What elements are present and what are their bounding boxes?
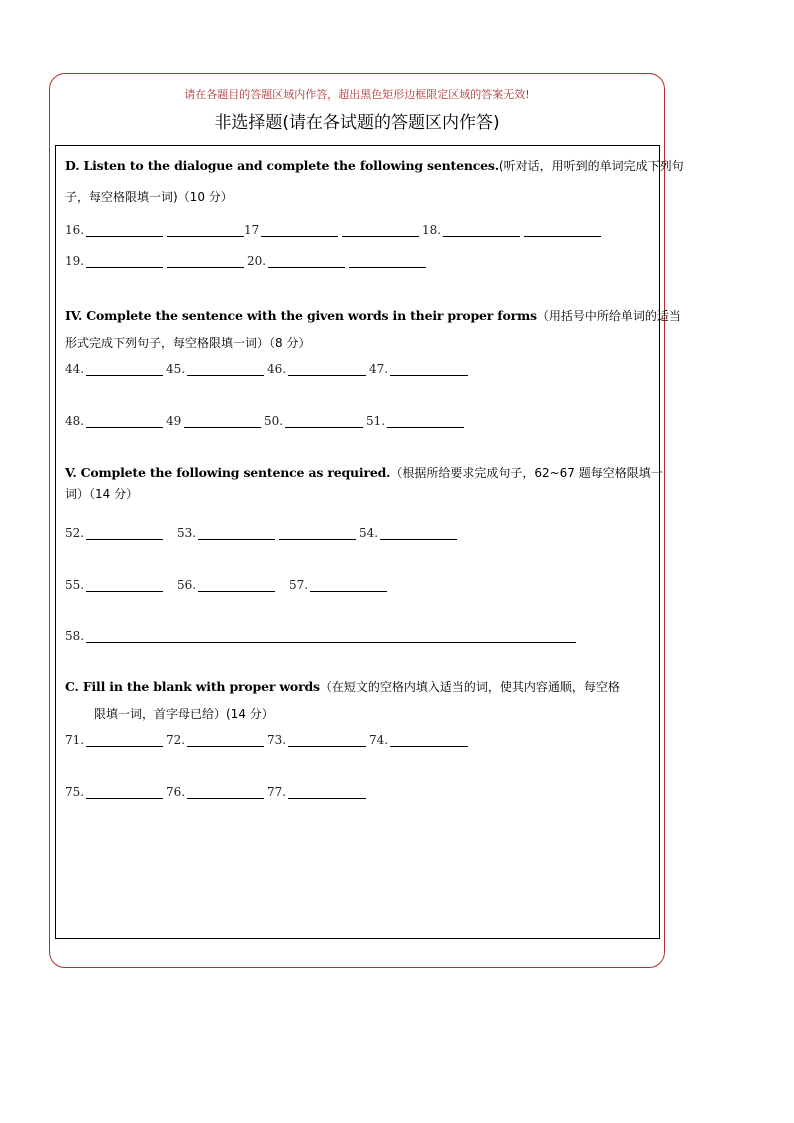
- answer-blank-44[interactable]: [86, 375, 163, 376]
- section-c-instruction-en: C. Fill in the blank with proper words: [65, 679, 320, 694]
- section-c-instruction-cont: [94, 706, 274, 722]
- question-number-44: 44.: [65, 362, 85, 376]
- question-number-72: 72.: [166, 733, 186, 747]
- section-title: 非选择题(请在各试题的答题区内作答): [214, 113, 500, 133]
- answer-blank-17a[interactable]: [261, 236, 338, 237]
- section-c-instruction-cn-2: 限填一词，首字母已给）(14 分）: [94, 707, 274, 721]
- question-number-52: 52.: [65, 526, 85, 540]
- section-d-instruction-cn: (听对话，用听到的单词完成下列句: [498, 159, 684, 173]
- question-number-53: 53.: [177, 526, 197, 540]
- answer-blank-74[interactable]: [390, 746, 468, 747]
- answer-blank-48[interactable]: [86, 427, 163, 428]
- section-c-instruction: [65, 679, 620, 695]
- section-d-instruction: [65, 158, 684, 174]
- section-d-instruction-en: D. Listen to the dialogue and complete the following sentences.: [65, 158, 499, 173]
- question-number-49: 49: [166, 414, 182, 428]
- question-number-75: 75.: [65, 785, 85, 799]
- answer-blank-76[interactable]: [187, 798, 264, 799]
- answer-blank-71[interactable]: [86, 746, 163, 747]
- question-number-16: 16.: [65, 223, 85, 237]
- answer-blank-19b[interactable]: [167, 267, 244, 268]
- question-number-17: 17: [244, 223, 260, 237]
- answer-blank-51[interactable]: [387, 427, 464, 428]
- question-number-48: 48.: [65, 414, 85, 428]
- answer-blank-77[interactable]: [288, 798, 366, 799]
- answer-blank-18b[interactable]: [524, 236, 601, 237]
- answer-blank-16b[interactable]: [167, 236, 244, 237]
- answer-blank-45[interactable]: [187, 375, 264, 376]
- answer-blank-58[interactable]: [86, 642, 576, 643]
- question-number-51: 51.: [366, 414, 386, 428]
- question-number-56: 56.: [177, 578, 197, 592]
- question-number-71: 71.: [65, 733, 85, 747]
- section-v-instruction-en: V. Complete the following sentence as required.: [65, 465, 391, 480]
- answer-blank-19a[interactable]: [86, 267, 163, 268]
- answer-blank-16a[interactable]: [86, 236, 163, 237]
- answer-blank-20b[interactable]: [349, 267, 426, 268]
- section-v-instruction-cn: （根据所给要求完成句子，62~67 题每空格限填一: [390, 466, 663, 480]
- question-number-20: 20.: [247, 254, 267, 268]
- answer-blank-17b[interactable]: [342, 236, 419, 237]
- answer-blank-18a[interactable]: [443, 236, 520, 237]
- section-v-instruction: [65, 465, 663, 481]
- question-number-46: 46.: [267, 362, 287, 376]
- question-number-76: 76.: [166, 785, 186, 799]
- section-iv-instruction-cn-2: 形式完成下列句子，每空格限填一词）（8 分）: [65, 336, 311, 350]
- question-number-55: 55.: [65, 578, 85, 592]
- section-c-instruction-cn: （在短文的空格内填入适当的词，使其内容通顺，每空格: [319, 680, 620, 694]
- answer-blank-55[interactable]: [86, 591, 163, 592]
- answer-blank-75[interactable]: [86, 798, 163, 799]
- question-number-18: 18.: [422, 223, 442, 237]
- answer-blank-72[interactable]: [187, 746, 264, 747]
- question-number-58: 58.: [65, 629, 85, 643]
- answer-blank-57[interactable]: [310, 591, 387, 592]
- warning-notice: 请在各题目的答题区域内作答，超出黑色矩形边框限定区域的答案无效!: [184, 88, 530, 101]
- question-number-54: 54.: [359, 526, 379, 540]
- answer-blank-46[interactable]: [288, 375, 366, 376]
- section-iv-instruction-cn: （用括号中所给单词的适当: [536, 309, 681, 323]
- section-d-instruction-cont: [65, 189, 233, 205]
- section-iv-instruction: [65, 308, 681, 324]
- answer-blank-53a[interactable]: [198, 539, 275, 540]
- question-number-57: 57.: [289, 578, 309, 592]
- answer-box: [55, 145, 663, 939]
- answer-blank-49[interactable]: [184, 427, 261, 428]
- answer-blank-53b[interactable]: [279, 539, 356, 540]
- section-v-instruction-cont: [65, 486, 138, 502]
- section-iv-instruction-cont: [65, 335, 310, 351]
- section-iv-instruction-en: IV. Complete the sentence with the given words in their proper forms: [65, 308, 537, 323]
- answer-blank-20a[interactable]: [268, 267, 345, 268]
- question-number-45: 45.: [166, 362, 186, 376]
- section-v-instruction-cn-2: 词）（14 分）: [65, 487, 139, 501]
- answer-blank-47[interactable]: [390, 375, 468, 376]
- question-number-77: 77.: [267, 785, 287, 799]
- question-number-19: 19.: [65, 254, 85, 268]
- answer-blank-56[interactable]: [198, 591, 275, 592]
- question-number-47: 47.: [369, 362, 389, 376]
- section-d-instruction-cn-2: 子，每空格限填一词)（10 分）: [65, 190, 233, 204]
- question-number-50: 50.: [264, 414, 284, 428]
- answer-blank-52[interactable]: [86, 539, 163, 540]
- question-number-73: 73.: [267, 733, 287, 747]
- answer-blank-50[interactable]: [285, 427, 363, 428]
- question-number-74: 74.: [369, 733, 389, 747]
- answer-blank-54[interactable]: [380, 539, 457, 540]
- answer-blank-73[interactable]: [288, 746, 366, 747]
